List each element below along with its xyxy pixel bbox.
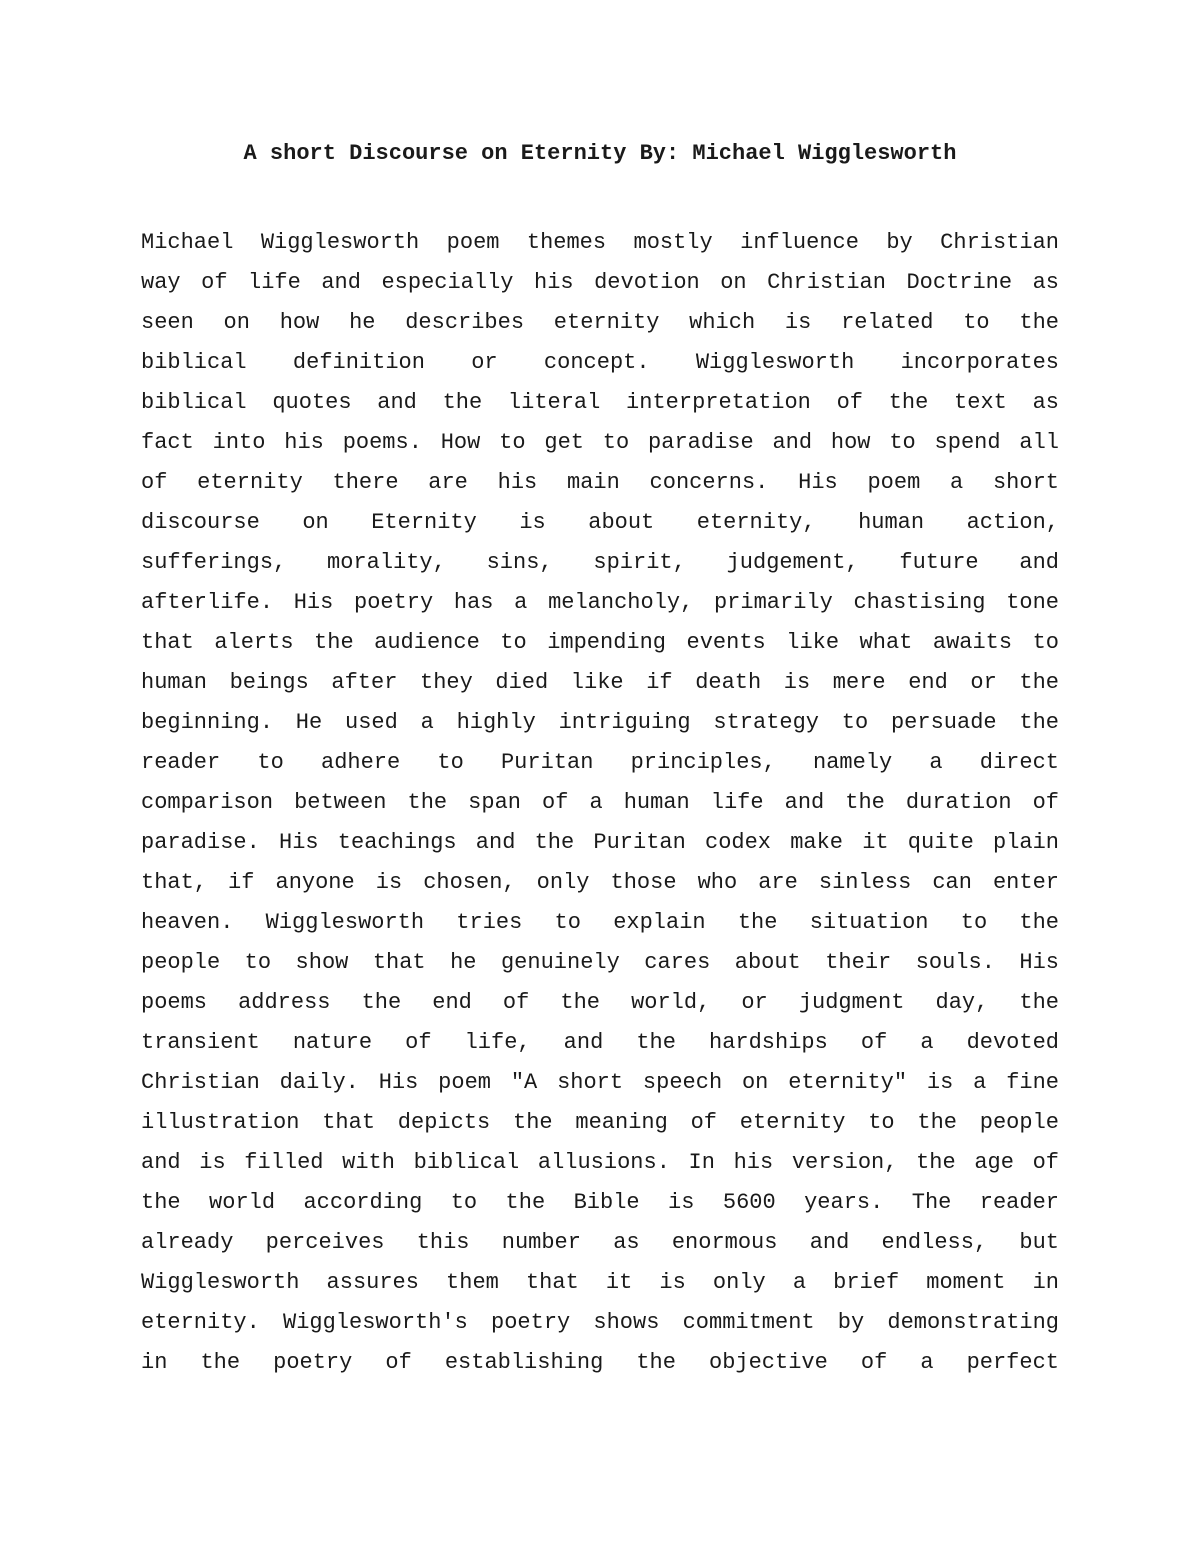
body-line: and is filled with biblical allusions. In his version, the age of xyxy=(141,1150,1059,1175)
body-line: biblical definition or concept. Wigglesworth incorporates xyxy=(141,350,1059,375)
body-line: the world according to the Bible is 5600 years. The reader xyxy=(141,1190,1059,1215)
body-line: afterlife. His poetry has a melancholy, primarily chastising tone xyxy=(141,590,1059,615)
body-line: transient nature of life, and the hardships of a devoted xyxy=(141,1030,1059,1055)
body-line: heaven. Wigglesworth tries to explain the situation to the xyxy=(141,910,1059,935)
body-line: Christian daily. His poem "A short speech on eternity" is a fine xyxy=(141,1070,1059,1095)
body-line: human beings after they died like if death is mere end or the xyxy=(141,670,1059,695)
body-line: poems address the end of the world, or judgment day, the xyxy=(141,990,1059,1015)
body-line: comparison between the span of a human life and the duration of xyxy=(141,790,1059,815)
body-line: eternity. Wigglesworth's poetry shows commitment by demonstrating xyxy=(141,1310,1059,1335)
document-title: A short Discourse on Eternity By: Michael Wigglesworth xyxy=(243,141,957,166)
body-line: in the poetry of establishing the objective of a perfect xyxy=(141,1350,1059,1375)
body-line: beginning. He used a highly intriguing strategy to persuade the xyxy=(141,710,1059,735)
body-line: seen on how he describes eternity which is related to the xyxy=(141,310,1059,335)
body-line: that alerts the audience to impending events like what awaits to xyxy=(141,630,1059,655)
body-line: illustration that depicts the meaning of eternity to the people xyxy=(141,1110,1059,1135)
body-line: already perceives this number as enormous and endless, but xyxy=(141,1230,1059,1255)
body-line: of eternity there are his main concerns. His poem a short xyxy=(141,470,1059,495)
body-line: that, if anyone is chosen, only those who are sinless can enter xyxy=(141,870,1059,895)
body-line: Michael Wigglesworth poem themes mostly influence by Christian xyxy=(141,230,1059,255)
body-line: discourse on Eternity is about eternity, human action, xyxy=(141,510,1059,535)
document-body xyxy=(141,227,1059,1387)
body-line: reader to adhere to Puritan principles, namely a direct xyxy=(141,750,1059,775)
body-line: Wigglesworth assures them that it is only a brief moment in xyxy=(141,1270,1059,1295)
body-line: biblical quotes and the literal interpretation of the text as xyxy=(141,390,1059,415)
body-line: way of life and especially his devotion on Christian Doctrine as xyxy=(141,270,1059,295)
body-line: sufferings, morality, sins, spirit, judgement, future and xyxy=(141,550,1059,575)
body-line: paradise. His teachings and the Puritan codex make it quite plain xyxy=(141,830,1059,855)
body-line: people to show that he genuinely cares about their souls. His xyxy=(141,950,1059,975)
body-line: fact into his poems. How to get to paradise and how to spend all xyxy=(141,430,1059,455)
